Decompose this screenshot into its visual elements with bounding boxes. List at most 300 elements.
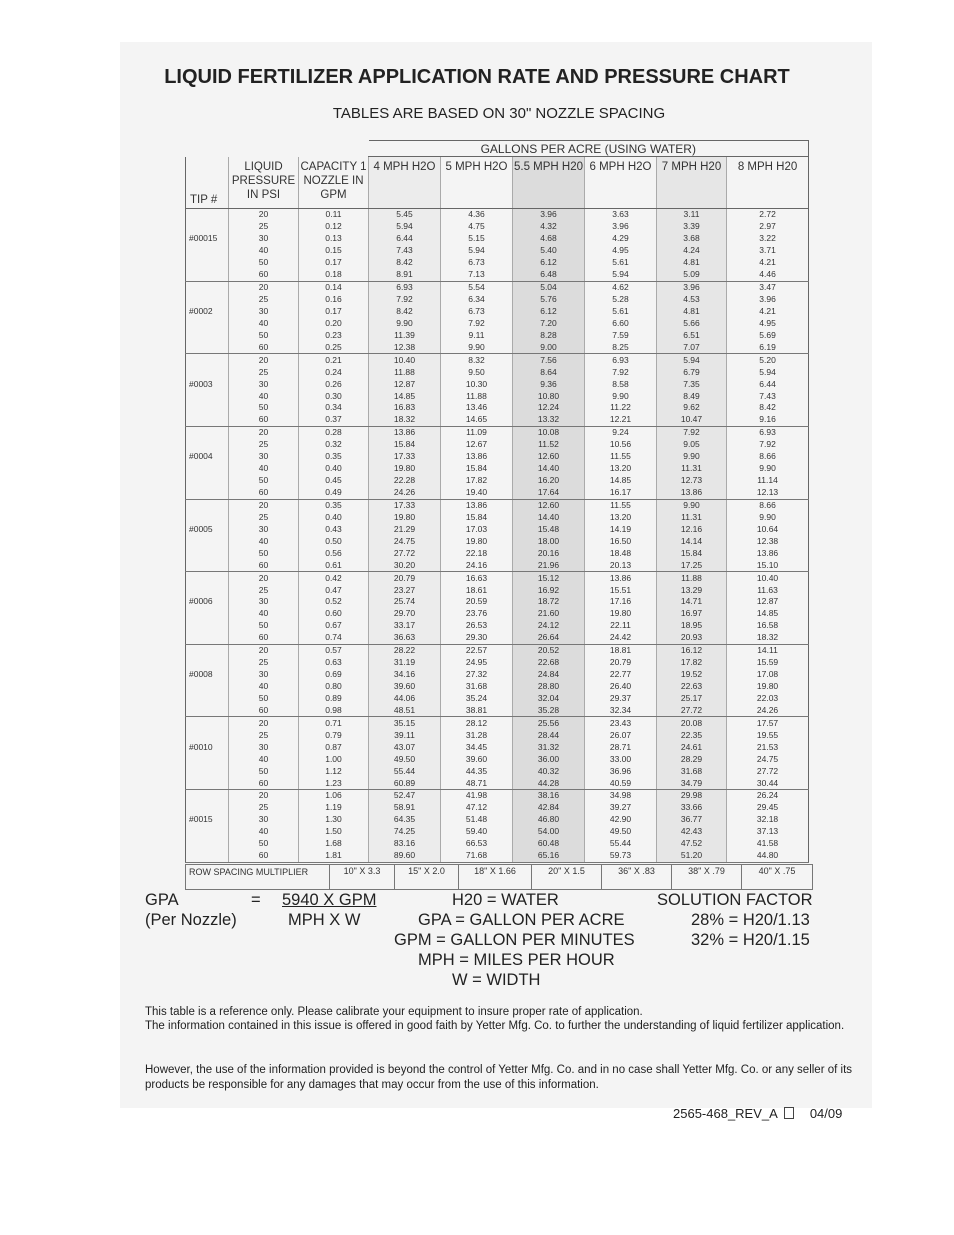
table-cell: 16.12 [657, 644, 727, 656]
table-cell: 10.30 [441, 378, 513, 390]
table-cell: 14.14 [657, 535, 727, 547]
table-cell: 5.94 [727, 366, 809, 378]
table-cell: 40 [229, 390, 299, 402]
tip-cell [186, 693, 229, 705]
table-cell: 25 [229, 221, 299, 233]
table-cell: 31.19 [369, 657, 441, 669]
table-cell: 20.16 [513, 547, 585, 559]
table-cell: 35.15 [369, 717, 441, 729]
table-cell: 18.95 [657, 620, 727, 632]
table-cell: 39.27 [585, 802, 657, 814]
table-cell: 0.37 [299, 414, 369, 426]
table-cell: 25.56 [513, 717, 585, 729]
tip-cell [186, 826, 229, 838]
table-row [186, 644, 809, 656]
table-cell: 60 [229, 487, 299, 499]
tip-cell [186, 245, 229, 257]
table-cell: 19.52 [657, 669, 727, 681]
table-cell: 25 [229, 584, 299, 596]
table-cell: 32.18 [727, 814, 809, 826]
table-cell: 12.67 [441, 439, 513, 451]
table-cell: 1.68 [299, 838, 369, 850]
table-row [186, 294, 809, 306]
table-cell: 28.71 [585, 741, 657, 753]
table-cell: 8.32 [441, 354, 513, 366]
tip-cell [186, 704, 229, 716]
table-cell: 9.16 [727, 414, 809, 426]
table-cell: 4.21 [727, 306, 809, 318]
table-row [186, 596, 809, 608]
table-cell: 0.56 [299, 547, 369, 559]
table-cell: 9.90 [727, 463, 809, 475]
table-body [186, 209, 809, 863]
table-row [186, 657, 809, 669]
table-cell: 4.24 [657, 245, 727, 257]
table-cell: 6.48 [513, 269, 585, 281]
table-cell: 42.90 [585, 814, 657, 826]
table-row [186, 463, 809, 475]
multiplier-value: 38" X .79 [672, 865, 742, 890]
table-cell: 17.16 [585, 596, 657, 608]
table-row [186, 281, 809, 293]
table-cell: 6.44 [727, 378, 809, 390]
table-cell: 22.35 [657, 729, 727, 741]
table-row [186, 704, 809, 716]
table-cell: 17.33 [369, 451, 441, 463]
table-cell: 20.52 [513, 644, 585, 656]
table-row [186, 584, 809, 596]
table-cell: 31.68 [657, 765, 727, 777]
table-cell: 0.25 [299, 341, 369, 353]
table-cell: 29.30 [441, 632, 513, 644]
table-cell: 5.76 [513, 294, 585, 306]
table-cell: 17.08 [727, 669, 809, 681]
table-cell: 20 [229, 717, 299, 729]
table-cell: 33.17 [369, 620, 441, 632]
table-cell: 50 [229, 475, 299, 487]
table-cell: 9.90 [727, 511, 809, 523]
table-cell: 0.98 [299, 704, 369, 716]
table-cell: 60 [229, 269, 299, 281]
table-cell: 1.19 [299, 802, 369, 814]
tip-cell [186, 765, 229, 777]
table-cell: 8.66 [727, 451, 809, 463]
table-cell: 15.84 [441, 511, 513, 523]
table-cell: 23.43 [585, 717, 657, 729]
table-row [186, 681, 809, 693]
tip-cell [186, 559, 229, 571]
table-cell: 9.90 [657, 451, 727, 463]
multiplier-value: 10" X 3.3 [330, 865, 395, 890]
table-row [186, 826, 809, 838]
table-cell: 5.04 [513, 281, 585, 293]
table-cell: 40 [229, 317, 299, 329]
tip-cell: #0005 [186, 523, 229, 535]
table-cell: 14.85 [727, 608, 809, 620]
table-cell: 36.77 [657, 814, 727, 826]
solution-factor-28: 28% = H20/1.13 [691, 911, 810, 929]
table-cell: 9.05 [657, 439, 727, 451]
table-cell: 9.90 [441, 341, 513, 353]
table-row [186, 329, 809, 341]
table-cell: 9.90 [369, 317, 441, 329]
table-cell: 25 [229, 439, 299, 451]
table-cell: 3.96 [585, 221, 657, 233]
table-cell: 30.44 [727, 777, 809, 789]
table-row [186, 523, 809, 535]
tip-cell [186, 329, 229, 341]
table-cell: 28.29 [657, 753, 727, 765]
table-cell: 22.57 [441, 644, 513, 656]
table-cell: 0.49 [299, 487, 369, 499]
table-row [186, 753, 809, 765]
formula-gpa: GPA [145, 891, 179, 909]
table-cell: 30 [229, 378, 299, 390]
tip-cell [186, 341, 229, 353]
table-cell: 34.16 [369, 669, 441, 681]
table-cell: 0.47 [299, 584, 369, 596]
table-cell: 46.80 [513, 814, 585, 826]
table-cell: 0.23 [299, 329, 369, 341]
page-title: LIQUID FERTILIZER APPLICATION RATE AND PRESSURE CHART [164, 66, 790, 88]
table-row [186, 245, 809, 257]
table-cell: 7.35 [657, 378, 727, 390]
table-row [186, 341, 809, 353]
tip-cell [186, 221, 229, 233]
table-cell: 7.43 [727, 390, 809, 402]
table-row [186, 451, 809, 463]
table-cell: 30 [229, 814, 299, 826]
table-cell: 33.66 [657, 802, 727, 814]
table-cell: 43.07 [369, 741, 441, 753]
table-cell: 2.97 [727, 221, 809, 233]
table-cell: 30.20 [369, 559, 441, 571]
table-cell: 22.77 [585, 669, 657, 681]
table-cell: 0.69 [299, 669, 369, 681]
table-cell: 30 [229, 233, 299, 245]
table-row [186, 802, 809, 814]
table-cell: 66.53 [441, 838, 513, 850]
table-cell: 16.83 [369, 402, 441, 414]
tip-cell [186, 426, 229, 438]
table-cell: 3.96 [657, 281, 727, 293]
legend-mph: MPH = MILES PER HOUR [418, 951, 615, 969]
table-cell: 50 [229, 693, 299, 705]
table-cell: 12.87 [369, 378, 441, 390]
table-cell: 20.93 [657, 632, 727, 644]
table-cell: 8.64 [513, 366, 585, 378]
table-cell: 12.73 [657, 475, 727, 487]
table-cell: 13.86 [369, 426, 441, 438]
table-cell: 0.26 [299, 378, 369, 390]
table-row [186, 439, 809, 451]
table-cell: 17.57 [727, 717, 809, 729]
table-cell: 23.76 [441, 608, 513, 620]
tip-cell [186, 620, 229, 632]
table-cell: 0.35 [299, 451, 369, 463]
table-cell: 58.91 [369, 802, 441, 814]
table-cell: 17.25 [657, 559, 727, 571]
table-cell: 24.42 [585, 632, 657, 644]
table-cell: 26.24 [727, 790, 809, 802]
table-cell: 25 [229, 802, 299, 814]
table-cell: 10.64 [727, 523, 809, 535]
table-cell: 50 [229, 329, 299, 341]
table-cell: 29.37 [585, 693, 657, 705]
table-row [186, 209, 809, 221]
checkbox-icon [784, 1107, 794, 1119]
table-cell: 4.95 [585, 245, 657, 257]
table-cell: 50 [229, 257, 299, 269]
tip-cell: #00015 [186, 233, 229, 245]
table-cell: 13.86 [727, 547, 809, 559]
table-cell: 41.58 [727, 838, 809, 850]
table-cell: 31.28 [441, 729, 513, 741]
solution-factor-32: 32% = H20/1.15 [691, 931, 810, 949]
table-cell: 55.44 [585, 838, 657, 850]
table-cell: 60 [229, 341, 299, 353]
table-cell: 8.91 [369, 269, 441, 281]
tip-cell [186, 584, 229, 596]
tip-cell [186, 729, 229, 741]
table-cell: 19.80 [369, 511, 441, 523]
table-cell: 35.28 [513, 704, 585, 716]
page-subtitle: TABLES ARE BASED ON 30" NOZZLE SPACING [332, 105, 666, 122]
tip-cell [186, 511, 229, 523]
table-cell: 9.50 [441, 366, 513, 378]
table-cell: 49.50 [369, 753, 441, 765]
table-cell: 37.13 [727, 826, 809, 838]
table-cell: 5.66 [657, 317, 727, 329]
table-cell: 12.24 [513, 402, 585, 414]
mph8-header: 8 MPH H20 [727, 157, 809, 209]
table-cell: 18.00 [513, 535, 585, 547]
table-cell: 0.20 [299, 317, 369, 329]
tip-cell [186, 281, 229, 293]
table-cell: 27.72 [657, 704, 727, 716]
table-row [186, 475, 809, 487]
table-cell: 89.60 [369, 850, 441, 862]
table-cell: 6.73 [441, 306, 513, 318]
table-cell: 0.80 [299, 681, 369, 693]
table-cell: 0.60 [299, 608, 369, 620]
table-cell: 14.71 [657, 596, 727, 608]
table-cell: 30 [229, 451, 299, 463]
table-cell: 0.61 [299, 559, 369, 571]
table-cell: 29.98 [657, 790, 727, 802]
table-cell: 6.93 [369, 281, 441, 293]
table-cell: 60.89 [369, 777, 441, 789]
tip-cell [186, 838, 229, 850]
tip-cell [186, 439, 229, 451]
tip-cell [186, 535, 229, 547]
table-cell: 28.44 [513, 729, 585, 741]
table-cell: 20 [229, 790, 299, 802]
table-cell: 0.63 [299, 657, 369, 669]
table-cell: 0.21 [299, 354, 369, 366]
tip-cell [186, 414, 229, 426]
table-cell: 40 [229, 753, 299, 765]
table-cell: 0.12 [299, 221, 369, 233]
table-cell: 7.43 [369, 245, 441, 257]
table-cell: 11.88 [657, 572, 727, 584]
table-cell: 0.16 [299, 294, 369, 306]
table-cell: 9.11 [441, 329, 513, 341]
pressure-header: LIQUID PRESSURE IN PSI [229, 157, 299, 209]
table-row [186, 790, 809, 802]
table-cell: 3.96 [513, 209, 585, 221]
table-cell: 21.60 [513, 608, 585, 620]
table-row [186, 306, 809, 318]
table-cell: 32.34 [585, 704, 657, 716]
legend-width: W = WIDTH [452, 971, 541, 989]
table-cell: 50 [229, 765, 299, 777]
table-cell: 11.88 [441, 390, 513, 402]
multiplier-value: 36" X .83 [602, 865, 672, 890]
table-cell: 32.04 [513, 693, 585, 705]
table-cell: 12.38 [369, 341, 441, 353]
table-row [186, 729, 809, 741]
tip-cell [186, 681, 229, 693]
table-cell: 55.44 [369, 765, 441, 777]
table-cell: 3.39 [657, 221, 727, 233]
table-cell: 0.34 [299, 402, 369, 414]
table-cell: 51.20 [657, 850, 727, 862]
table-cell: 12.16 [657, 523, 727, 535]
table-cell: 12.21 [585, 414, 657, 426]
header-spacer [186, 141, 369, 157]
doc-number: 2565-468_REV_A [673, 1106, 778, 1121]
table-cell: 11.31 [657, 511, 727, 523]
tip-header: TIP # [186, 157, 229, 209]
table-cell: 31.68 [441, 681, 513, 693]
table-cell: 16.20 [513, 475, 585, 487]
table-cell: 15.10 [727, 559, 809, 571]
table-cell: 11.55 [585, 499, 657, 511]
table-cell: 9.36 [513, 378, 585, 390]
table-row [186, 378, 809, 390]
table-cell: 0.11 [299, 209, 369, 221]
table-cell: 24.26 [369, 487, 441, 499]
table-cell: 13.20 [585, 511, 657, 523]
tip-cell: #0015 [186, 814, 229, 826]
table-cell: 11.39 [369, 329, 441, 341]
table-cell: 13.29 [657, 584, 727, 596]
table-cell: 15.84 [657, 547, 727, 559]
table-cell: 12.13 [727, 487, 809, 499]
table-cell: 15.84 [441, 463, 513, 475]
table-cell: 40 [229, 463, 299, 475]
tip-cell [186, 294, 229, 306]
table-cell: 0.24 [299, 366, 369, 378]
table-cell: 5.69 [727, 329, 809, 341]
table-cell: 6.19 [727, 341, 809, 353]
table-cell: 25 [229, 729, 299, 741]
table-cell: 60 [229, 850, 299, 862]
table-cell: 6.12 [513, 257, 585, 269]
table-cell: 44.28 [513, 777, 585, 789]
table-cell: 8.49 [657, 390, 727, 402]
table-cell: 0.35 [299, 499, 369, 511]
note-reference: This table is a reference only. Please calibrate your equipment to insure proper rate of application. [145, 1006, 643, 1018]
table-cell: 9.62 [657, 402, 727, 414]
table-cell: 0.87 [299, 741, 369, 753]
multiplier-label: ROW SPACING MULTIPLIER [186, 865, 330, 890]
table-cell: 22.11 [585, 620, 657, 632]
tip-cell [186, 717, 229, 729]
table-cell: 7.07 [657, 341, 727, 353]
tip-cell [186, 366, 229, 378]
table-cell: 30 [229, 596, 299, 608]
table-cell: 27.72 [369, 547, 441, 559]
table-cell: 23.27 [369, 584, 441, 596]
table-cell: 40 [229, 826, 299, 838]
multiplier-value: 40" X .75 [742, 865, 813, 890]
table-row [186, 814, 809, 826]
legend-water: H20 = WATER [452, 891, 559, 909]
table-cell: 29.45 [727, 802, 809, 814]
mph6-header: 6 MPH H2O [585, 157, 657, 209]
table-cell: 11.52 [513, 439, 585, 451]
table-cell: 18.61 [441, 584, 513, 596]
multiplier-value: 20" X 1.5 [532, 865, 602, 890]
table-cell: 9.00 [513, 341, 585, 353]
table-row [186, 221, 809, 233]
table-row [186, 535, 809, 547]
table-cell: 50 [229, 402, 299, 414]
table-cell: 16.92 [513, 584, 585, 596]
table-cell: 27.32 [441, 669, 513, 681]
table-cell: 4.75 [441, 221, 513, 233]
tip-cell [186, 644, 229, 656]
table-cell: 40 [229, 681, 299, 693]
table-row [186, 402, 809, 414]
table-cell: 11.14 [727, 475, 809, 487]
table-cell: 14.40 [513, 511, 585, 523]
table-cell: 20.79 [369, 572, 441, 584]
table-cell: 19.55 [727, 729, 809, 741]
table-row [186, 257, 809, 269]
table-cell: 0.32 [299, 439, 369, 451]
table-cell: 18.48 [585, 547, 657, 559]
table-cell: 3.47 [727, 281, 809, 293]
table-cell: 0.40 [299, 511, 369, 523]
table-cell: 44.35 [441, 765, 513, 777]
table-cell: 20.79 [585, 657, 657, 669]
doc-date: 04/09 [809, 1106, 843, 1121]
table-cell: 28.22 [369, 644, 441, 656]
table-cell: 5.61 [585, 306, 657, 318]
table-cell: 30 [229, 741, 299, 753]
tip-cell: #0008 [186, 669, 229, 681]
table-row [186, 511, 809, 523]
table-row [186, 572, 809, 584]
table-cell: 14.11 [727, 644, 809, 656]
tip-cell [186, 547, 229, 559]
table-cell: 60 [229, 704, 299, 716]
table-cell: 8.28 [513, 329, 585, 341]
table-cell: 25.74 [369, 596, 441, 608]
table-cell: 5.61 [585, 257, 657, 269]
table-cell: 21.96 [513, 559, 585, 571]
note-disclaimer: However, the use of the information provided is beyond the control of Yetter Mfg. Co. and in no case shall Yetter Mfg. Co. or any seller of its products be responsible for any damages that may occur from the use of this information. [145, 1064, 853, 1091]
table-row [186, 317, 809, 329]
legend-gpm: GPM = GALLON PER MINUTES [394, 931, 635, 949]
table-cell: 14.40 [513, 463, 585, 475]
table-cell: 9.90 [657, 499, 727, 511]
table-cell: 5.94 [585, 269, 657, 281]
table-cell: 0.67 [299, 620, 369, 632]
